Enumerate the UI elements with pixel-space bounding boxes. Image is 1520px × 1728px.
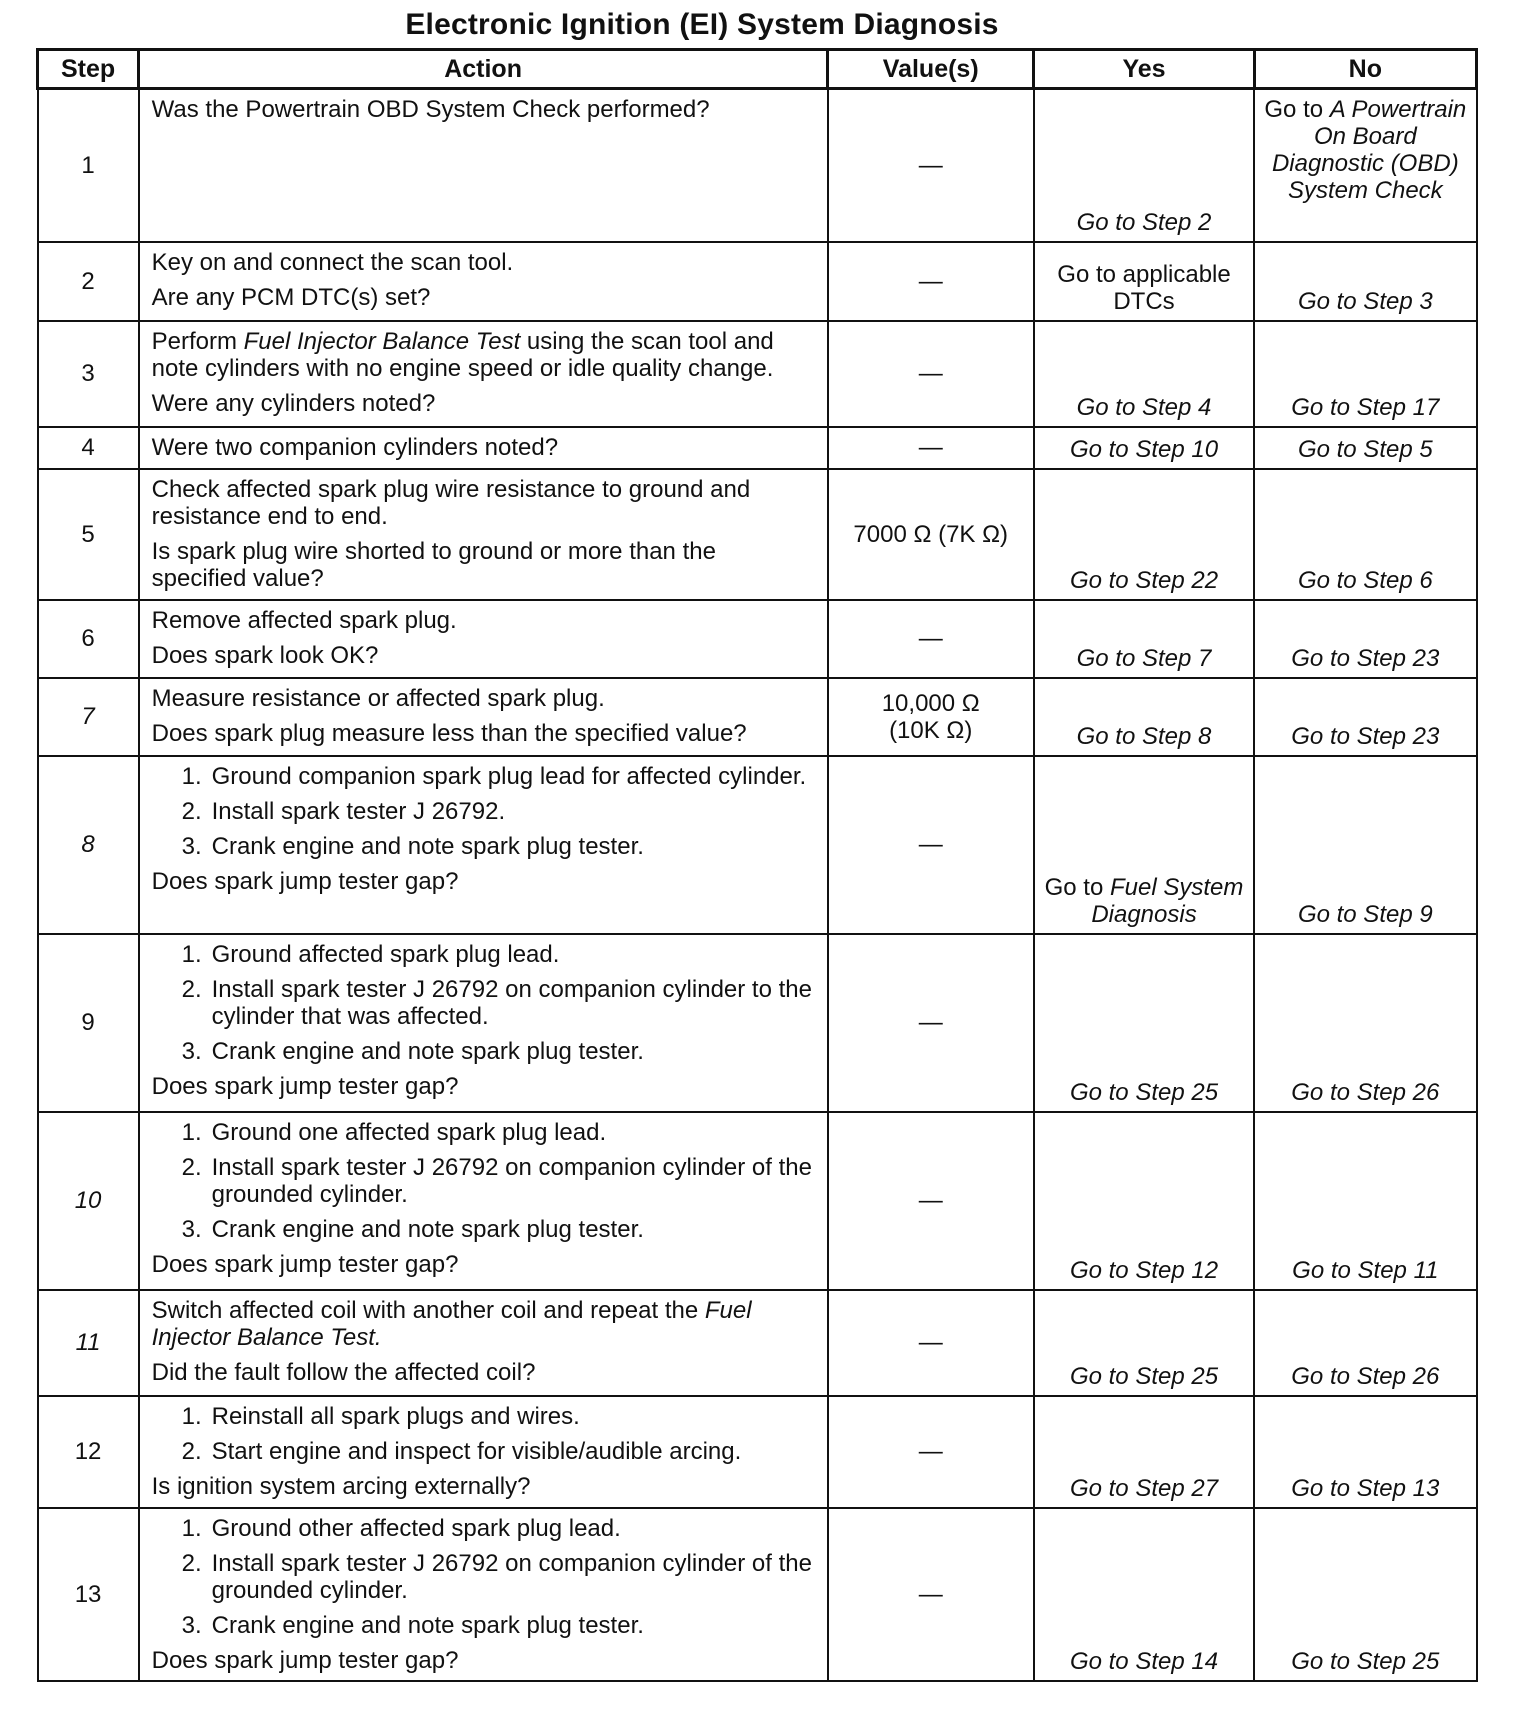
item-number: 1. — [181, 1118, 202, 1146]
list-item — [152, 1438, 817, 1465]
action-cell — [139, 1112, 828, 1290]
list-item — [152, 941, 817, 968]
action-text: Measure resistance or affected spark plug. — [151, 684, 605, 712]
value-cell — [828, 678, 1034, 756]
step-number: 2 — [38, 242, 139, 321]
table-row — [38, 1290, 1477, 1396]
no-cell: Go to Step 13 — [1254, 1396, 1476, 1508]
list-item — [152, 1119, 817, 1146]
item-text: Install spark tester J 26792. — [211, 797, 506, 825]
no-text: Go to — [1264, 96, 1330, 123]
action-cell — [139, 1290, 828, 1396]
item-number: 2. — [181, 1153, 202, 1181]
item-text: Start engine and inspect for visible/audible arcing. — [211, 1437, 742, 1465]
item-number: 1. — [181, 762, 202, 790]
yes-text: Go to — [1044, 873, 1110, 901]
action-question: Did the fault follow the affected coil? — [151, 1358, 536, 1386]
action-text — [152, 328, 817, 382]
value-cell: — — [828, 89, 1034, 242]
step-number: 1 — [38, 89, 139, 242]
item-text: Ground companion spark plug lead for affected cylinder. — [211, 762, 807, 790]
action-cell — [139, 678, 828, 756]
action-cell — [139, 756, 828, 934]
action-question: Is spark plug wire shorted to ground or more than the specified value? — [151, 537, 716, 592]
item-text: Ground one affected spark plug lead. — [211, 1118, 607, 1146]
yes-cell — [1034, 756, 1254, 934]
table-row — [38, 427, 1477, 469]
item-text: Crank engine and note spark plug tester. — [211, 1215, 644, 1243]
table-row — [38, 678, 1477, 756]
item-number: 1. — [181, 1402, 202, 1430]
action-cell — [139, 242, 828, 321]
no-cell: Go to Step 11 — [1254, 1112, 1476, 1290]
list-item — [152, 1515, 817, 1542]
header-yes: Yes — [1034, 50, 1254, 89]
item-number: 3. — [181, 1611, 202, 1639]
action-text-part: using the scan tool and note cylinders with no engine speed or idle quality change. — [151, 327, 774, 382]
no-cell: Go to Step 23 — [1254, 600, 1476, 678]
no-cell: Go to Step 25 — [1254, 1508, 1476, 1681]
diagnosis-table — [36, 48, 1478, 1682]
step-number: 7 — [38, 678, 139, 756]
value-cell: — — [828, 1290, 1034, 1396]
yes-cell: Go to Step 2 — [1034, 89, 1254, 242]
item-number: 3. — [181, 832, 202, 860]
action-cell — [139, 1508, 828, 1681]
no-reference: A Powertrain On Board Diagnostic (OBD) System Check — [1271, 96, 1467, 204]
list-item — [152, 833, 817, 860]
item-text: Ground other affected spark plug lead. — [211, 1514, 621, 1542]
action-question: Were any cylinders noted? — [151, 389, 436, 417]
action-cell — [139, 600, 828, 678]
yes-reference: Fuel System Diagnosis — [1091, 873, 1244, 928]
value-cell: — — [828, 600, 1034, 678]
no-cell: Go to Step 9 — [1254, 756, 1476, 934]
action-cell — [139, 1396, 828, 1508]
yes-cell: Go to Step 25 — [1034, 1290, 1254, 1396]
item-number: 3. — [181, 1215, 202, 1243]
item-text: Crank engine and note spark plug tester. — [211, 1037, 644, 1065]
action-cell — [139, 321, 828, 427]
yes-cell: Go to Step 10 — [1034, 427, 1254, 469]
header-values: Value(s) — [828, 50, 1034, 89]
value-cell: — — [828, 1396, 1034, 1508]
item-number: 1. — [181, 940, 202, 968]
step-number: 12 — [38, 1396, 139, 1508]
no-cell: Go to Step 6 — [1254, 469, 1476, 600]
table-row — [38, 89, 1477, 242]
step-number: 13 — [38, 1508, 139, 1681]
item-text: Install spark tester J 26792 on companion cylinder to the cylinder that was affected. — [211, 975, 812, 1030]
action-text — [152, 1297, 817, 1351]
no-cell — [1254, 89, 1476, 242]
yes-cell: Go to Step 8 — [1034, 678, 1254, 756]
item-text: Crank engine and note spark plug tester. — [211, 1611, 644, 1639]
table-row — [38, 1508, 1477, 1681]
action-text-part: Perform — [151, 327, 244, 355]
item-number: 1. — [181, 1514, 202, 1542]
no-cell: Go to Step 23 — [1254, 678, 1476, 756]
action-question: Is ignition system arcing externally? — [151, 1472, 531, 1500]
list-item — [152, 1612, 817, 1639]
list-item — [152, 1550, 817, 1604]
table-row — [38, 600, 1477, 678]
value-line: (10K Ω) — [889, 716, 973, 744]
item-text: Ground affected spark plug lead. — [211, 940, 560, 968]
list-item — [152, 1038, 817, 1065]
yes-cell: Go to Step 7 — [1034, 600, 1254, 678]
value-cell: — — [828, 1508, 1034, 1681]
table-row — [38, 934, 1477, 1112]
action-question: Does spark jump tester gap? — [151, 1250, 459, 1278]
value-cell: — — [828, 321, 1034, 427]
table-row — [38, 321, 1477, 427]
action-cell — [139, 934, 828, 1112]
value-cell: — — [828, 1112, 1034, 1290]
header-no: No — [1254, 50, 1476, 89]
item-text: Install spark tester J 26792 on companion cylinder of the grounded cylinder. — [211, 1549, 812, 1604]
item-number: 2. — [181, 1549, 202, 1577]
action-question: Does spark jump tester gap? — [151, 1072, 459, 1100]
action-question: Does spark jump tester gap? — [151, 867, 459, 895]
action-question: Are any PCM DTC(s) set? — [151, 283, 431, 311]
item-text: Crank engine and note spark plug tester. — [211, 832, 644, 860]
action-text-part: Switch affected coil with another coil and repeat the — [151, 1296, 705, 1324]
test-name: Fuel Injector Balance Test — [243, 327, 521, 355]
action-cell — [139, 89, 828, 242]
value-cell: — — [828, 427, 1034, 469]
table-row — [38, 756, 1477, 934]
yes-cell: Go to Step 12 — [1034, 1112, 1254, 1290]
value-cell: — — [828, 242, 1034, 321]
action-text: Was the Powertrain OBD System Check performed? — [151, 96, 710, 123]
item-number: 3. — [181, 1037, 202, 1065]
table-row — [38, 1396, 1477, 1508]
no-cell: Go to Step 17 — [1254, 321, 1476, 427]
value-line: 10,000 Ω — [881, 689, 980, 717]
yes-cell: Go to Step 27 — [1034, 1396, 1254, 1508]
table-header-row — [38, 50, 1477, 89]
action-text: Remove affected spark plug. — [151, 606, 457, 634]
test-name: Fuel Injector Balance Test. — [151, 1296, 752, 1351]
list-item — [152, 763, 817, 790]
item-number: 2. — [181, 975, 202, 1003]
list-item — [152, 1216, 817, 1243]
table-row — [38, 242, 1477, 321]
step-number: 11 — [38, 1290, 139, 1396]
yes-cell: Go to Step 14 — [1034, 1508, 1254, 1681]
list-item — [152, 976, 817, 1030]
header-action: Action — [139, 50, 828, 89]
action-text: Check affected spark plug wire resistance to ground and resistance end to end. — [151, 475, 751, 530]
step-number: 3 — [38, 321, 139, 427]
item-number: 2. — [181, 1437, 202, 1465]
list-item — [152, 1154, 817, 1208]
yes-cell: Go to Step 22 — [1034, 469, 1254, 600]
no-cell: Go to Step 5 — [1254, 427, 1476, 469]
value-cell: — — [828, 934, 1034, 1112]
page-title: Electronic Ignition (EI) System Diagnosis — [405, 8, 999, 41]
action-question: Were two companion cylinders noted? — [151, 433, 559, 461]
value-cell: — — [828, 756, 1034, 934]
table-row — [38, 469, 1477, 600]
yes-cell: Go to applicable DTCs — [1034, 242, 1254, 321]
step-number: 6 — [38, 600, 139, 678]
item-number: 2. — [181, 797, 202, 825]
action-cell — [139, 427, 828, 469]
list-item — [152, 1403, 817, 1430]
header-step: Step — [38, 50, 139, 89]
step-number: 8 — [38, 756, 139, 934]
value-cell: 7000 Ω (7K Ω) — [828, 469, 1034, 600]
action-question: Does spark plug measure less than the specified value? — [151, 719, 747, 747]
step-number: 5 — [38, 469, 139, 600]
yes-cell: Go to Step 4 — [1034, 321, 1254, 427]
yes-cell: Go to Step 25 — [1034, 934, 1254, 1112]
list-item — [152, 798, 817, 825]
no-cell: Go to Step 3 — [1254, 242, 1476, 321]
action-question: Does spark look OK? — [151, 641, 379, 669]
step-number: 9 — [38, 934, 139, 1112]
no-cell: Go to Step 26 — [1254, 934, 1476, 1112]
step-number: 4 — [38, 427, 139, 469]
action-cell — [139, 469, 828, 600]
item-text: Install spark tester J 26792 on companion cylinder of the grounded cylinder. — [211, 1153, 812, 1208]
action-text: Key on and connect the scan tool. — [151, 248, 514, 276]
no-cell: Go to Step 26 — [1254, 1290, 1476, 1396]
item-text: Reinstall all spark plugs and wires. — [211, 1402, 580, 1430]
action-question: Does spark jump tester gap? — [151, 1646, 459, 1674]
table-row — [38, 1112, 1477, 1290]
step-number: 10 — [38, 1112, 139, 1290]
